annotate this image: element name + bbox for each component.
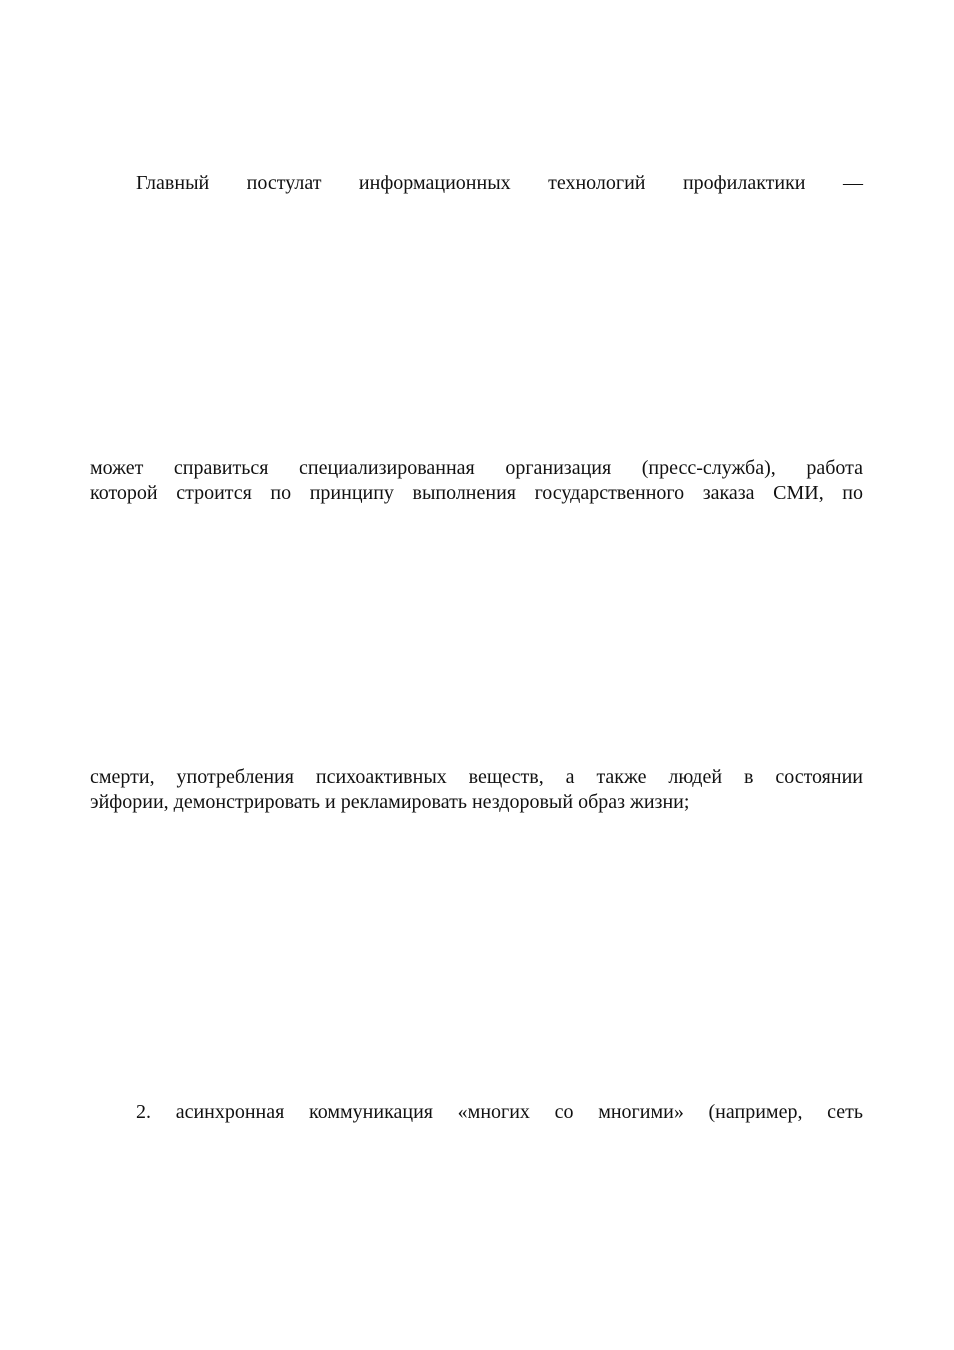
paragraph-line: Главный постулат информационных технологий профилактики — [136, 172, 863, 194]
list-item-line: 2. асинхронная коммуникация «многих со многими» (например, сеть [136, 1101, 863, 1123]
paragraph-line: эйфории, демонстрировать и рекламировать нездоровый образ жизни; [90, 791, 690, 813]
paragraph-line: может справиться специализированная организация (пресс-служба), работа [90, 457, 863, 479]
paragraph-line: которой строится по принципу выполнения государственного заказа СМИ, по [90, 482, 863, 504]
paragraph-line: смерти, употребления психоактивных веществ, а также людей в состоянии [90, 766, 863, 788]
